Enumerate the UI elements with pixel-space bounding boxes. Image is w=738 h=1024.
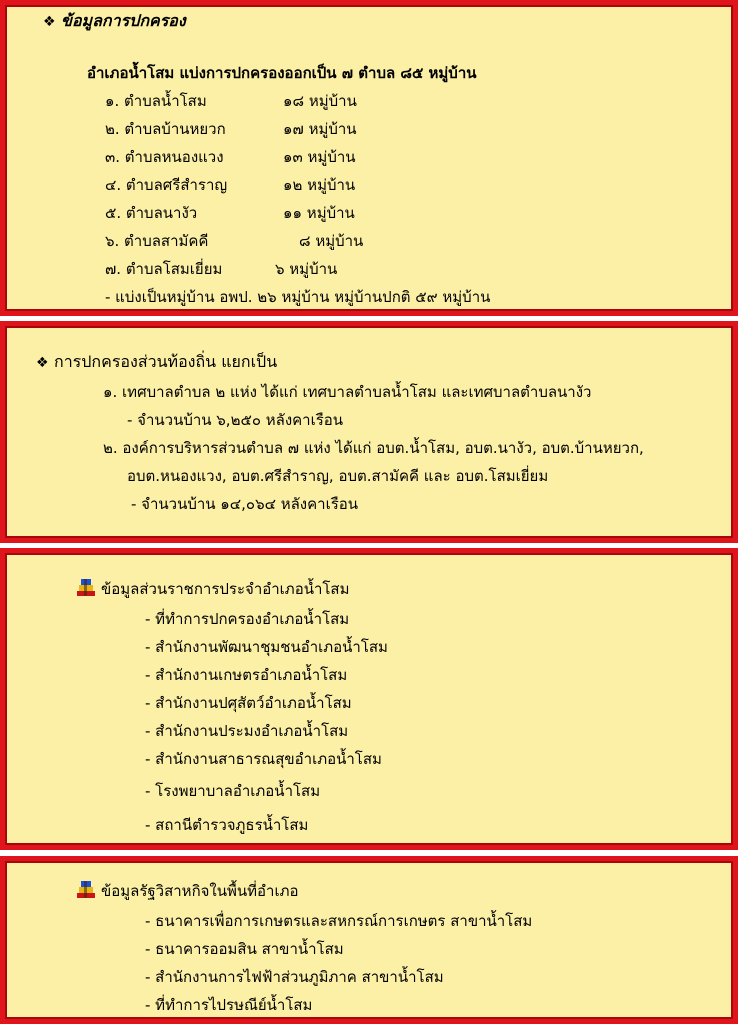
subdistrict-name: ๑. ตำบลน้ำโสม bbox=[105, 92, 207, 110]
state-enterprises-panel bbox=[0, 856, 738, 1024]
list-item: - สำนักงานเกษตรอำเภอน้ำโสม bbox=[145, 666, 348, 684]
subdistrict-villages: ๖ หมู่บ้าน bbox=[275, 260, 338, 278]
administration-intro: อำเภอน้ำโสม แบ่งการปกครองออกเป็น ๗ ตำบล ๘๕ หมู่บ้าน bbox=[87, 64, 477, 82]
list-item: - โรงพยาบาลอำเภอน้ำโสม bbox=[145, 782, 321, 800]
diamond-bullet-icon: ❖ bbox=[43, 14, 56, 30]
state-enterprises-heading bbox=[77, 881, 299, 901]
subdistrict-name: ๕. ตำบลนางัว bbox=[105, 204, 198, 222]
list-item: - สำนักงานพัฒนาชุมชนอำเภอน้ำโสม bbox=[145, 638, 388, 656]
diamond-bullet-icon: ❖ bbox=[36, 355, 49, 371]
subdistrict-name: ๔. ตำบลศรีสำราญ bbox=[105, 176, 228, 194]
local-government-heading bbox=[36, 352, 277, 373]
administration-heading-text: ข้อมูลการปกครอง bbox=[61, 11, 186, 30]
municipality-households: - จำนวนบ้าน ๖,๒๕๐ หลังคาเรือน bbox=[127, 411, 344, 429]
subdistrict-villages: ๑๗ หมู่บ้าน bbox=[283, 120, 357, 138]
book-stack-icon bbox=[77, 881, 95, 899]
government-agencies-heading-text: ข้อมูลส่วนราชการประจำอำเภอน้ำโสม bbox=[101, 580, 350, 598]
state-enterprises-heading-text: ข้อมูลรัฐวิสาหกิจในพื้นที่อำเภอ bbox=[101, 882, 299, 900]
subdistrict-villages: ๑๘ หมู่บ้าน bbox=[283, 92, 357, 110]
local-government-panel bbox=[0, 321, 738, 543]
village-type-summary: - แบ่งเป็นหมู่บ้าน อพป. ๒๖ หมู่บ้าน หมู่บ้านปกติ ๕๙ หมู่บ้าน bbox=[105, 288, 491, 306]
tao-line: ๒. องค์การบริหารส่วนตำบล ๗ แห่ง ได้แก่ อบต.น้ำโสม, อบต.นางัว, อบต.บ้านหยวก, bbox=[103, 439, 644, 457]
administration-panel bbox=[0, 0, 738, 316]
subdistrict-name: ๓. ตำบลหนองแวง bbox=[105, 148, 224, 166]
local-government-heading-text: การปกครองส่วนท้องถิ่น แยกเป็น bbox=[54, 352, 278, 371]
government-agencies-panel bbox=[0, 548, 738, 850]
list-item: - สำนักงานประมงอำเภอน้ำโสม bbox=[145, 722, 349, 740]
list-item: - สำนักงานปศุสัตว์อำเภอน้ำโสม bbox=[145, 694, 352, 712]
list-item: - ธนาคารเพื่อการเกษตรและสหกรณ์การเกษตร สาขาน้ำโสม bbox=[145, 912, 533, 930]
list-item: - ธนาคารออมสิน สาขาน้ำโสม bbox=[145, 940, 344, 958]
list-item: - สำนักงานการไฟฟ้าส่วนภูมิภาค สาขาน้ำโสม bbox=[145, 968, 444, 986]
tao-households: - จำนวนบ้าน ๑๔,๐๖๔ หลังคาเรือน bbox=[131, 495, 359, 513]
subdistrict-name: ๖. ตำบลสามัคคี bbox=[105, 232, 209, 250]
subdistrict-row bbox=[105, 91, 207, 111]
subdistrict-villages: ๘ หมู่บ้าน bbox=[299, 232, 364, 250]
subdistrict-villages: ๑๓ หมู่บ้าน bbox=[283, 148, 356, 166]
list-item: - ที่ทำการปกครองอำเภอน้ำโสม bbox=[145, 610, 350, 628]
administration-heading bbox=[43, 11, 186, 32]
subdistrict-villages: ๑๒ หมู่บ้าน bbox=[283, 176, 356, 194]
government-agencies-heading bbox=[77, 579, 349, 599]
subdistrict-name: ๗. ตำบลโสมเยี่ยม bbox=[105, 260, 223, 278]
list-item: - สถานีตำรวจภูธรน้ำโสม bbox=[145, 816, 309, 834]
subdistrict-villages: ๑๑ หมู่บ้าน bbox=[283, 204, 355, 222]
book-stack-icon bbox=[77, 579, 95, 597]
list-item: - สำนักงานสาธารณสุขอำเภอน้ำโสม bbox=[145, 750, 382, 768]
list-item: - ที่ทำการไปรษณีย์น้ำโสม bbox=[145, 996, 313, 1014]
tao-line-continued: อบต.หนองแวง, อบต.ศรีสำราญ, อบต.สามัคคี และ อบต.โสมเยี่ยม bbox=[127, 467, 549, 485]
municipality-line: ๑. เทศบาลตำบล ๒ แห่ง ได้แก่ เทศบาลตำบลน้ำโสม และเทศบาลตำบลนางัว bbox=[103, 383, 592, 401]
subdistrict-name: ๒. ตำบลบ้านหยวก bbox=[105, 120, 226, 138]
